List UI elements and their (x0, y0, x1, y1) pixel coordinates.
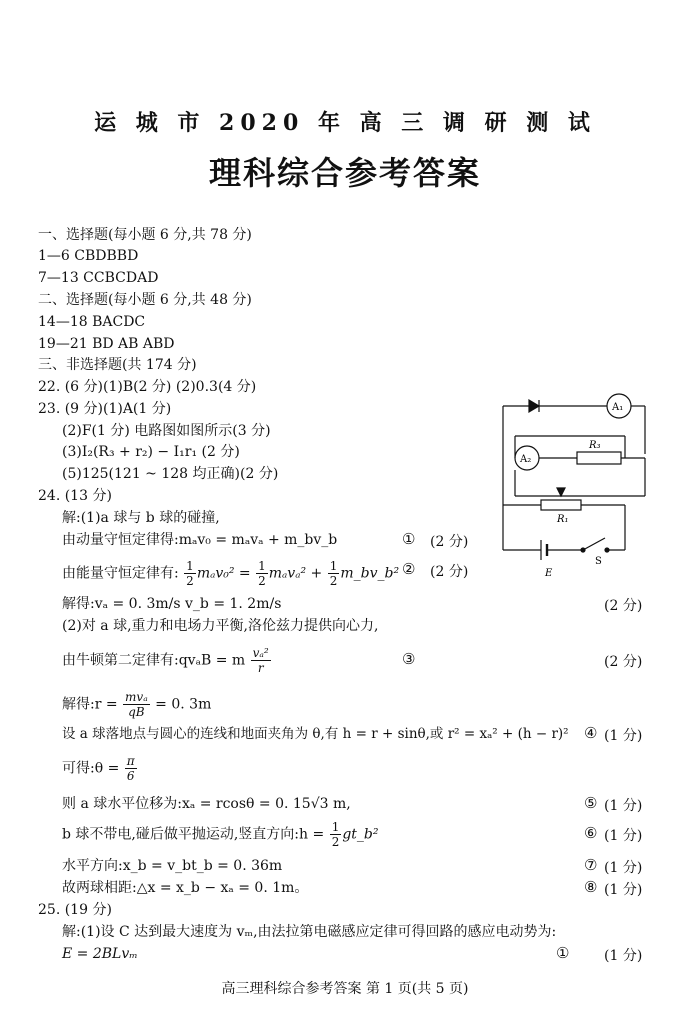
q22-answer: 22. (6 分)(1)B(2 分) (2)0.3(4 分) (38, 379, 257, 395)
mark-5: ⑤ (584, 794, 598, 812)
radius-value: = 0. 3m (155, 696, 212, 713)
term-ma-va: mₐvₐ² (268, 565, 307, 582)
score-5: (1 分) (604, 728, 643, 744)
section2-heading: 二、选择题(每小题 6 分,共 48 分) (38, 292, 252, 308)
q23-part2: (2)F(1 分) 电路图如图所示(3 分) (62, 423, 271, 439)
q23-part3: (3)I₂(R₃ + r₂) − I₁r₁ (2 分) (62, 444, 240, 460)
mark-2: ② (402, 560, 416, 578)
section3-heading: 三、非选择题(共 174 分) (38, 357, 197, 373)
theta-label: 可得:θ = (62, 760, 120, 777)
mark-8: ⑧ (584, 878, 598, 896)
q24-momentum: 由动量守恒定律得:mₐv₀ = mₐvₐ + m_bv_b (62, 532, 338, 548)
switch-s-label: S (595, 556, 602, 567)
newton-label: 由牛顿第二定律有:qvₐB = m (62, 652, 246, 669)
section1-answers-1: 1—6 CBDBBD (38, 248, 139, 264)
q24-velocities: 解得:vₐ = 0. 3m/s v_b = 1. 2m/s (62, 596, 282, 612)
score-2: (2 分) (430, 564, 469, 580)
q24-xb: 水平方向:x_b = v_bt_b = 0. 36m (62, 858, 283, 874)
section1-heading: 一、选择题(每小题 6 分,共 78 分) (38, 227, 252, 243)
q24-part2: (2)对 a 球,重力和电场力平衡,洛伦兹力提供向心力, (62, 618, 379, 634)
b-fall-label: b 球不带电,碰后做平抛运动,竖直方向:h = (62, 826, 325, 843)
score-3: (2 分) (604, 598, 643, 614)
term-ma-v0: mₐv₀² (196, 565, 235, 582)
mark-3: ③ (402, 650, 416, 668)
q24-xa: 则 a 球水平位移为:xₐ = rcosθ = 0. 15√3 m, (62, 796, 351, 812)
mark-4: ④ (584, 724, 598, 742)
q24-head: 24. (13 分) (38, 488, 112, 504)
frac-half-4: $\frac{1}{2}$ (331, 820, 340, 849)
mark-25-1: ① (556, 944, 570, 962)
resistor-r3-label: R₃ (589, 440, 601, 451)
q24-b-fall (62, 820, 379, 849)
rheostat-r1-label: R₁ (557, 514, 569, 525)
ammeter-a2-label: A₂ (520, 454, 532, 465)
score-9: (1 分) (604, 882, 643, 898)
q25-line1: 解:(1)设 C 达到最大速度为 vₘ,由法拉第电磁感应定律可得回路的感应电动势为: (62, 924, 557, 940)
page-footer: 高三理科综合参考答案 第 1 页(共 5 页) (221, 981, 469, 997)
q24-line1: 解:(1)a 球与 b 球的碰撞, (62, 510, 220, 526)
exam-title: 运 城 市 2020 年 高 三 调 研 测 试 (94, 110, 596, 136)
ammeter-a1-label: A₁ (612, 402, 624, 413)
q25-head: 25. (19 分) (38, 902, 112, 918)
mark-1: ① (402, 530, 416, 548)
score-1: (2 分) (430, 534, 469, 550)
score-8: (1 分) (604, 860, 643, 876)
frac-half-2: $\frac{1}{2}$ (258, 559, 266, 588)
score-6: (1 分) (604, 798, 643, 814)
q24-radius (62, 690, 211, 719)
section2-answers-1: 14—18 BACDC (38, 314, 146, 330)
score-7: (1 分) (604, 828, 643, 844)
frac-half-3: $\frac{1}{2}$ (329, 559, 338, 588)
circuit-diagram (495, 392, 655, 582)
q24-newton (62, 646, 272, 675)
q24-distance: 故两球相距:△x = x_b − xₐ = 0. 1m。 (62, 880, 309, 896)
energy-label: 由能量守恒定律有: (62, 565, 179, 582)
frac-va2-r: $\frac{\text{vₐ²}}{r}$ (252, 646, 269, 675)
section2-answers-2: 19—21 BD AB ABD (38, 336, 175, 352)
frac-pi-6: $\frac{\pi}{6}$ (126, 754, 135, 783)
term-mb-vb: m_bv_b² (340, 565, 400, 582)
score-4: (2 分) (604, 654, 643, 670)
frac-half-1: $\frac{1}{2}$ (186, 559, 194, 588)
q24-angle-setup: 设 a 球落地点与圆心的连线和地面夹角为 θ,有 h = r + sinθ,或 r² = xₐ² + (h − r)² (62, 726, 569, 742)
score-25-1: (1 分) (604, 948, 643, 964)
term-gt2: gt_b² (342, 826, 379, 843)
battery-e-label: E (545, 568, 553, 579)
q23-part5: (5)125(121 ~ 128 均正确)(2 分) (62, 466, 279, 482)
q24-energy: 由能量守恒定律有: $\frac{1}{2}$ mₐv₀² = $\frac{1}{2}$ mₐvₐ² + $\frac{1}{2}$ m_bv_b² (62, 559, 400, 588)
section1-answers-2: 7—13 CCBCDAD (38, 270, 159, 286)
mark-7: ⑦ (584, 856, 598, 874)
q24-theta (62, 754, 138, 783)
mark-6: ⑥ (584, 824, 598, 842)
answer-title: 理科综合参考答案 (208, 154, 481, 192)
q25-emf: E = 2BLvₘ (62, 946, 138, 962)
frac-mva-qb: $\frac{\text{mvₐ}}{qB}$ (125, 690, 148, 719)
radius-label: 解得:r = (62, 696, 118, 713)
q23-head: 23. (9 分)(1)A(1 分) (38, 401, 172, 417)
